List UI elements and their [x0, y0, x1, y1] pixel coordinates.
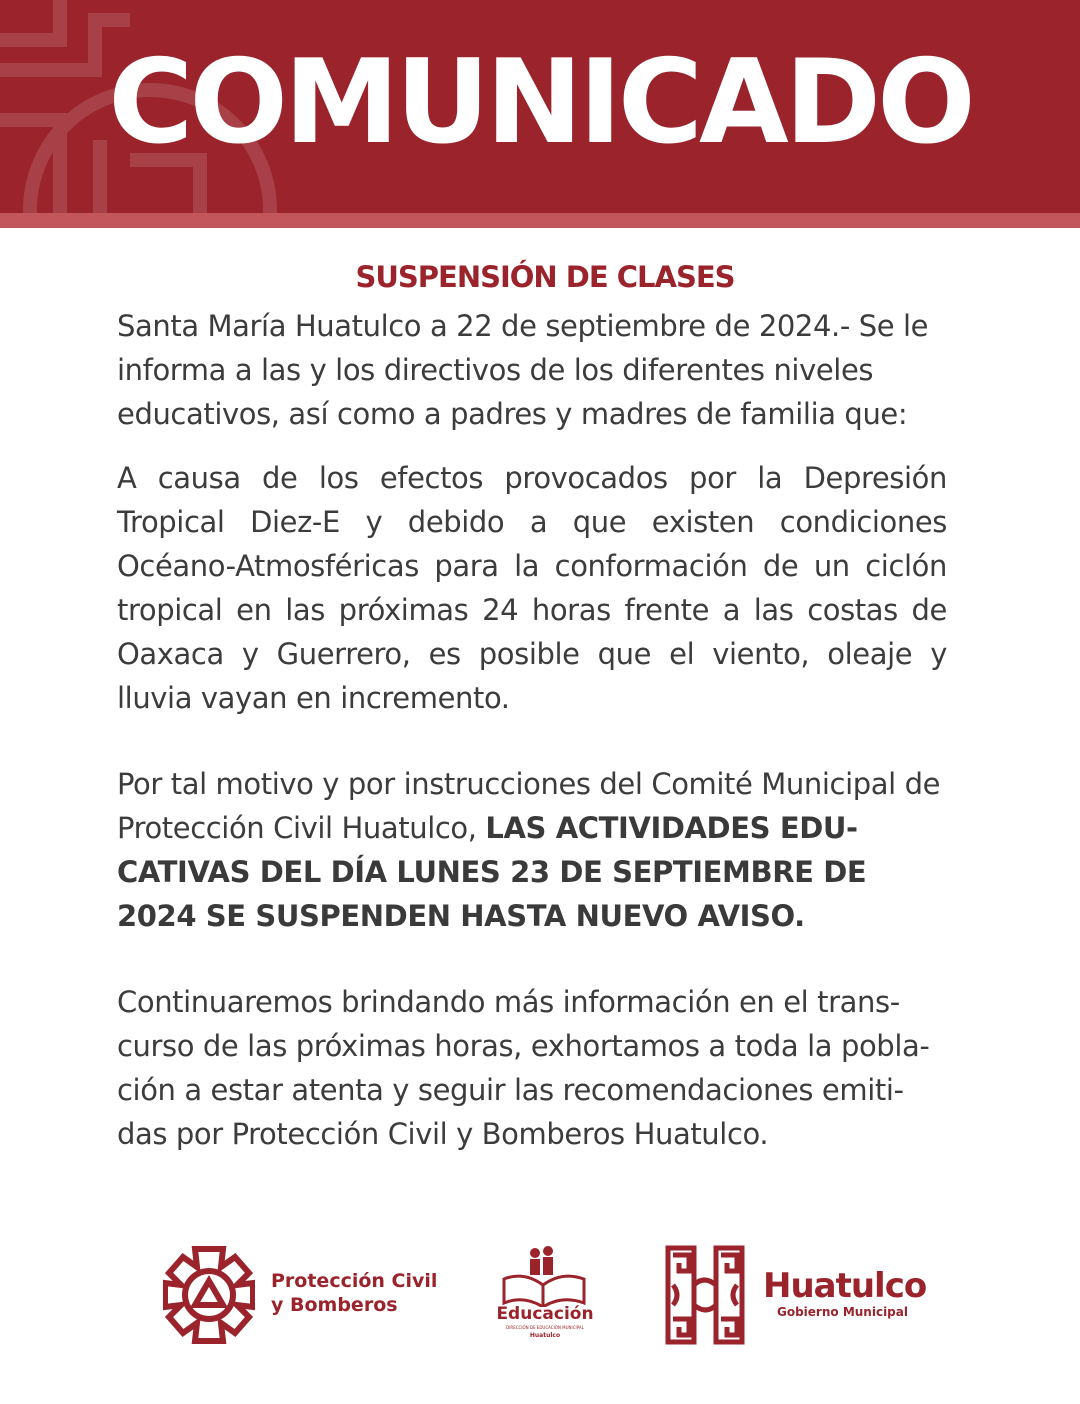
huatulco-label: Huatulco: [763, 1266, 927, 1306]
announcement-bold-text: LAS ACTIVIDADES EDU- CATIVAS DEL DÍA LUNES 23 DE SEPTIEMBRE DE 2024 SE SUSPENDEN HASTA NUEVO AVISO.: [117, 811, 867, 933]
educacion-label: Educación: [496, 1304, 594, 1324]
educacion-place: Huatulco: [529, 1332, 561, 1339]
subtitle: SUSPENSIÓN DE CLASES: [355, 260, 735, 294]
book-children-icon: [490, 1245, 600, 1307]
educacion-subtitle: DIRECCIÓN DE EDUCACIÓN MUNICIPAL: [506, 1325, 584, 1330]
cause-paragraph: A causa de los efectos provocados por la Depresión Tropical Diez-E y debido a que existen condiciones Océano-Atmosféricas para la conformación de un ciclón tropical en las próximas 24 horas frente a las costas de Oaxaca y Guerrero, es posible que el viento, oleaje y lluvia vayan en incremento.: [117, 461, 947, 715]
announcement-paragraph: [117, 762, 947, 938]
page-title: COMUNICADO: [108, 35, 972, 170]
proteccion-civil-logo: [163, 1245, 453, 1345]
firefighter-cross-icon: [163, 1245, 255, 1345]
educacion-logo: [490, 1245, 600, 1345]
header-divider: [0, 213, 1080, 228]
announcement-text: Por tal motivo y por instrucciones del Comité Municipal de Protección Civil Huatulco,: [117, 767, 941, 845]
closing-paragraph: Continuaremos brindando más información en el trans- curso de las próximas horas, exhortamos a toda la pobla- ción a estar atenta y seguir las recomendaciones emiti- das por Protección Civil y Bomberos Huatulco.: [117, 985, 930, 1151]
proteccion-line2: y Bomberos: [271, 1294, 398, 1316]
header-banner: [0, 0, 1080, 213]
proteccion-line1: Protección Civil: [271, 1270, 438, 1292]
huatulco-sub: Gobierno Municipal: [777, 1305, 908, 1319]
huatulco-h-glyph-icon: [665, 1245, 745, 1345]
huatulco-logo: [665, 1245, 935, 1345]
intro-paragraph: Santa María Huatulco a 22 de septiembre de 2024.- Se le informa a las y los directivos de los diferentes niveles educativos, así como a padres y madres de familia que:: [117, 309, 929, 431]
